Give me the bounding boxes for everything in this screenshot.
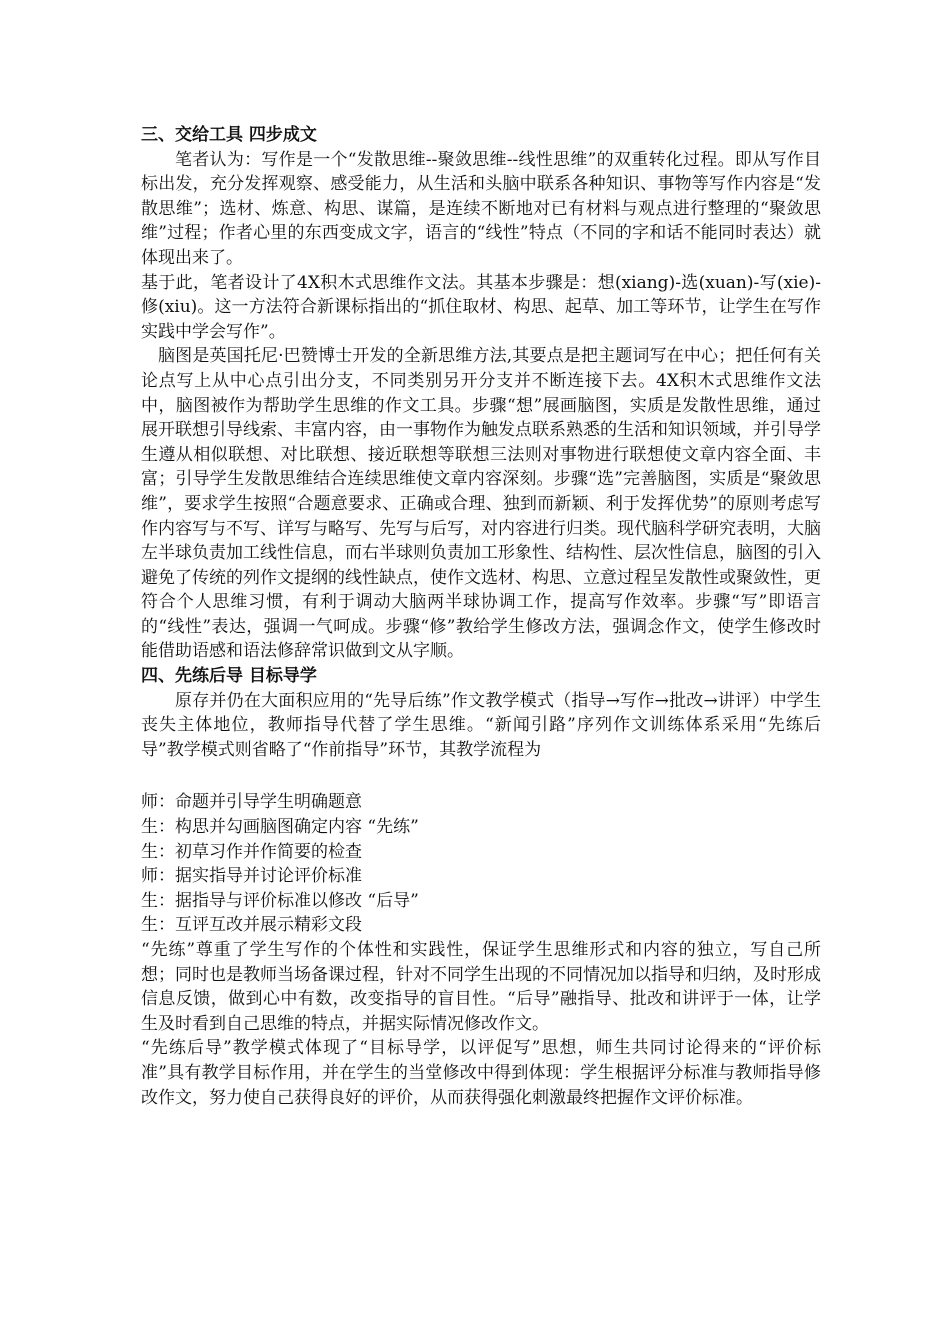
section-4-paragraph-2: “先练”尊重了学生写作的个体性和实践性，保证学生思维形式和内容的独立，写自己所想；同时也是教师当场备课过程，针对不同学生出现的不同情况加以指导和归纳，及时形成信息反馈，做到心中有数，改变指导的盲目性。“后导”融指导、批改和讲评于一体，让学生及时看到自己思维的特点，并据实际情况修改作文。: [141, 940, 821, 1034]
section-3-paragraph-2: 基于此，笔者设计了4X积木式思维作文法。其基本步骤是：想(xiang)-选(xuan)-写(xie)-修(xiu)。这一方法符合新课标指出的“抓住取材、构思、起草、加工等环节，让学生在写作实践中学会写作”。: [141, 272, 821, 342]
flow-step-2: 生：构思并勾画脑图确定内容 “先练”: [141, 817, 419, 838]
section-4-paragraph-1: 原存并仍在大面积应用的“先导后练”作文教学模式（指导→写作→批改→讲评）中学生丧失主体地位，教师指导代替了学生思维。“新闻引路”序列作文训练体系采用“先练后导”教学模式则省略了“作前指导”环节，其教学流程为: [141, 690, 821, 760]
section-4-paragraph-3: “先练后导”教学模式体现了“目标导学，以评促写”思想，师生共同讨论得来的“评价标准”具有教学目标作用，并在学生的当堂修改中得到体现：学生根据评分标准与教师指导修改作文，努力使自己获得良好的评价，从而获得强化刺激最终把握作文评价标准。: [141, 1038, 821, 1108]
flow-step-1: 师：命题并引导学生明确题意: [141, 792, 362, 813]
flow-step-4: 师：据实指导并讨论评价标准: [141, 866, 362, 887]
section-3-paragraph-1: 笔者认为：写作是一个“发散思维--聚敛思维--线性思维”的双重转化过程。即从写作目标出发，充分发挥观察、感受能力，从生活和头脑中联系各种知识、事物等写作内容是“发散思维”；选材、炼意、构思、谋篇，是连续不断地对已有材料与观点进行整理的“聚敛思维”过程；作者心里的东西变成文字，语言的“线性”特点（不同的字和话不能同时表达）就体现出来了。: [141, 149, 821, 268]
section-3-paragraph-3: 脑图是英国托尼·巴赞博士开发的全新思维方法,其要点是把主题词写在中心；把任何有关论点写上从中心点引出分支，不同类别另开分支并不断连接下去。4X积木式思维作文法中，脑图被作为帮助学生思维的作文工具。步骤“想”展画脑图，实质是发散性思维，通过展开联想引导线索、丰富内容，由一事物作为触发点联系熟悉的生活和知识领域，并引导学生遵从相似联想、对比联想、接近联想等联想三法则对事物进行联想使文章内容全面、丰富；引导学生发散思维结合连续思维使文章内容深刻。步骤“选”完善脑图，实质是“聚敛思维”，要求学生按照“合题意要求、正确或合理、独到而新颖、利于发挥优势”的原则考虑写作内容写与不写、详写与略写、先写与后写，对内容进行归类。现代脑科学研究表明，大脑左半球负责加工线性信息，而右半球则负责加工形象性、结构性、层次性信息，脑图的引入避免了传统的列作文提纲的线性缺点，使作文选材、构思、立意过程呈发散性或聚敛性，更符合个人思维习惯，有利于调动大脑两半球协调工作，提高写作效率。步骤“写”即语言的“线性”表达，强调一气呵成。步骤“修”教给学生修改方法，强调念作文，使学生修改时能借助语感和语法修辞常识做到文从字顺。: [141, 346, 821, 662]
teaching-flow-list: [141, 790, 821, 938]
section-4-heading: 四、先练后导 目标导学: [141, 666, 317, 687]
document-page: [141, 123, 821, 1110]
section-3-heading: 三、交给工具 四步成文: [141, 125, 317, 145]
flow-step-6: 生：互评互改并展示精彩文段: [141, 915, 362, 936]
flow-step-5: 生：据指导与评价标准以修改 “后导”: [141, 890, 419, 911]
flow-step-3: 生：初草习作并作简要的检查: [141, 841, 362, 862]
